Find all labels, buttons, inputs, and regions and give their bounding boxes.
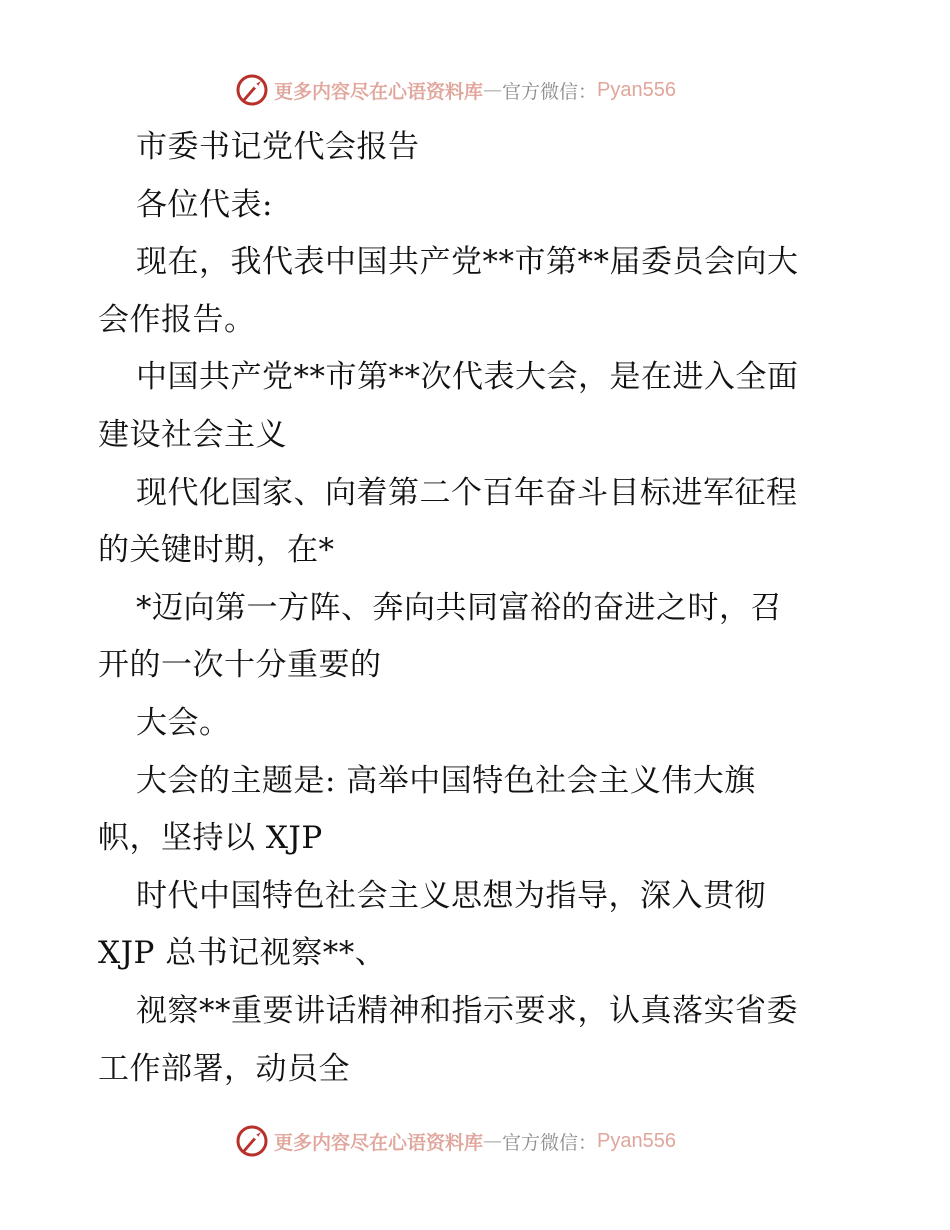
banner-main-text: 更多内容尽在心语资料库: [274, 80, 484, 103]
pen-nib-circle-logo-icon: [234, 1123, 270, 1159]
document-line: 帜，坚持以 XJP: [98, 820, 323, 857]
banner-wechat-id: Pyan556: [597, 1129, 676, 1152]
document-line: 中国共产党**市第**次代表大会，是在进入全面: [136, 359, 799, 396]
document-line: 会作报告。: [98, 301, 256, 338]
document-line: 大会的主题是: 高举中国特色社会主义伟大旗: [136, 762, 756, 799]
header-watermark-banner: [234, 70, 676, 110]
banner-separator: —: [483, 79, 503, 101]
document-line: 时代中国特色社会主义思想为指导，深入贯彻: [136, 877, 766, 914]
document-line: 现在，我代表中国共产党**市第**届委员会向大: [136, 244, 799, 281]
banner-separator: —: [483, 1130, 503, 1152]
footer-watermark-banner: [234, 1121, 676, 1161]
document-line: 现代化国家、向着第二个百年奋斗目标进军征程: [136, 474, 798, 511]
banner-main-text: 更多内容尽在心语资料库: [274, 1131, 484, 1154]
document-line: 建设社会主义: [98, 416, 287, 453]
banner-wechat-label: 官方微信：: [502, 1131, 598, 1154]
document-line: 工作部署，动员全: [98, 1050, 350, 1087]
document-line: 各位代表:: [136, 186, 273, 223]
document-line: 视察**重要讲话精神和指示要求，认真落实省委: [136, 992, 798, 1029]
document-line: 开的一次十分重要的: [98, 647, 382, 684]
document-line: 市委书记党代会报告: [136, 129, 420, 165]
document-line: XJP 总书记视察**、: [98, 935, 387, 972]
pen-nib-circle-logo-icon: [234, 72, 270, 108]
document-line: 的关键时期，在*: [98, 532, 335, 569]
banner-wechat-id: Pyan556: [597, 78, 676, 101]
banner-wechat-label: 官方微信：: [502, 80, 598, 103]
document-line: 大会。: [136, 704, 231, 741]
document-line: *迈向第一方阵、奔向共同富裕的奋进之时，召: [136, 589, 782, 626]
document-body: [98, 119, 858, 1098]
